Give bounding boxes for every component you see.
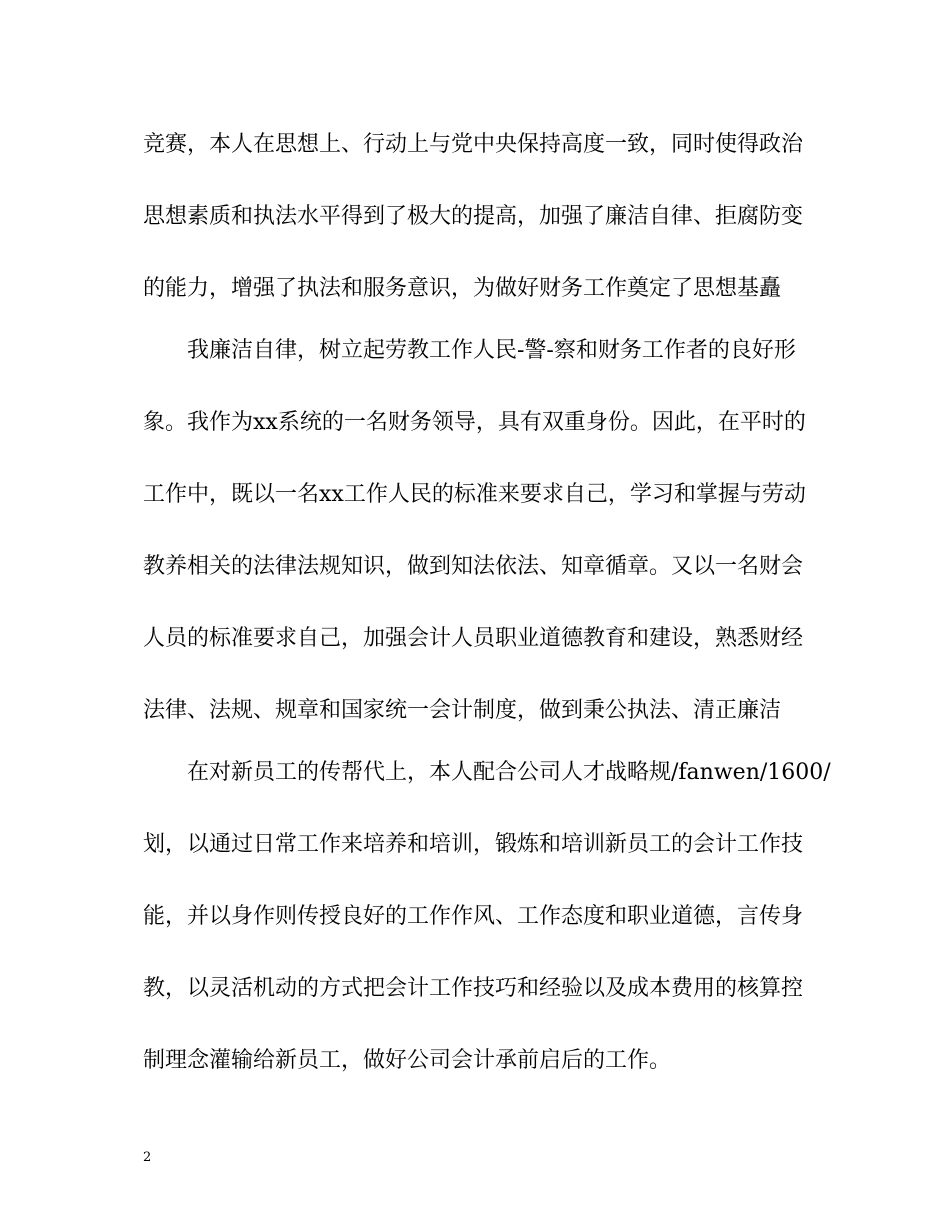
text-line: 制理念灌输给新员工，做好公司会计承前启后的工作。 <box>143 1048 672 1073</box>
text-line: 划，以通过日常工作来培养和培训，锻炼和培训新员工的会计工作技 <box>143 832 804 857</box>
text-line: 工作中，既以一名xx工作人民的标准来要求自己，学习和掌握与劳动 <box>143 482 806 507</box>
text-line: 法律、法规、规章和国家统一会计制度，做到秉公执法、清正廉洁 <box>143 698 782 723</box>
paragraph-start-line: 在对新员工的传帮代上，本人配合公司人才战略规/fanwen/1600/ <box>187 760 831 785</box>
text-line: 人员的标准要求自己，加强会计人员职业道德教育和建设，熟悉财经 <box>143 626 804 651</box>
text-line: 教，以灵活机动的方式把会计工作技巧和经验以及成本费用的核算控 <box>143 976 804 1001</box>
text-line: 象。我作为xx系统的一名财务领导，具有双重身份。因此，在平时的 <box>143 410 806 435</box>
text-line: 的能力，增强了执法和服务意识，为做好财务工作奠定了思想基矗 <box>143 276 782 301</box>
paragraph-start-line: 我廉洁自律，树立起劳教工作人民-警-察和财务工作者的良好形 <box>187 338 796 363</box>
text-line: 能，并以身作则传授良好的工作作风、工作态度和职业道德，言传身 <box>143 904 804 929</box>
text-line: 教养相关的法律法规知识，做到知法依法、知章循章。又以一名财会 <box>143 554 804 579</box>
text-line: 竞赛，本人在思想上、行动上与党中央保持高度一致，同时使得政治 <box>143 132 804 157</box>
page-number: 2 <box>143 1150 152 1165</box>
text-line: 思想素质和执法水平得到了极大的提高，加强了廉洁自律、拒腐防变 <box>143 204 804 229</box>
